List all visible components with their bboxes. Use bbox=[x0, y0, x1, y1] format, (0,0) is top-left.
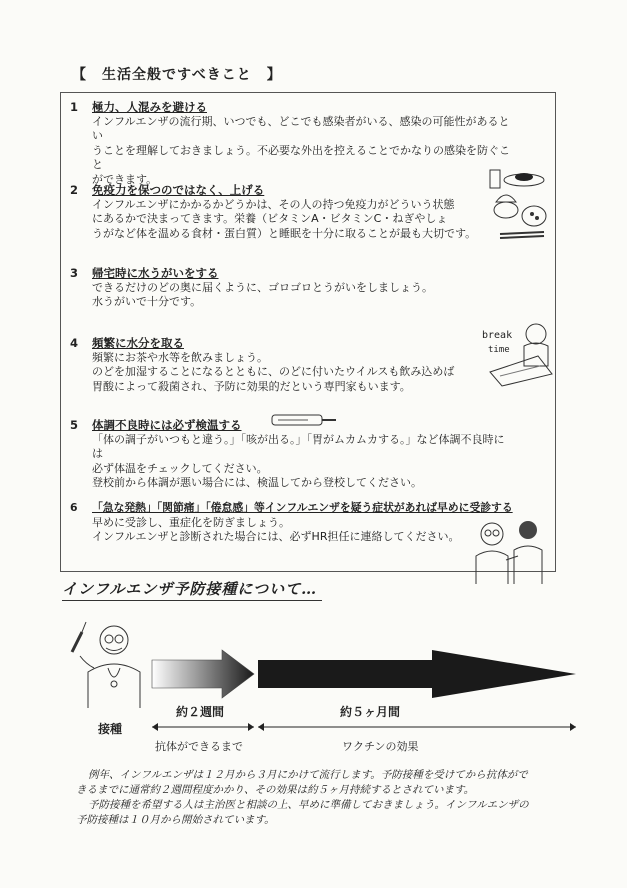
tip-line: インフルエンザにかかるかどうかは、その人の持つ免疫力がどういう状態 bbox=[92, 197, 455, 211]
meal-illustration bbox=[486, 166, 550, 246]
tip-number: 4 bbox=[70, 336, 79, 350]
tip-line: 頻繁にお茶や水等を飲みましょう。 bbox=[92, 350, 268, 364]
period-brackets bbox=[150, 720, 580, 734]
tip-line: うことを理解しておきましょう。不必要な外出を控えることでかなりの感染を防ぐこと bbox=[92, 143, 510, 171]
tip-line: 必ず体温をチェックしてください。 bbox=[92, 461, 268, 475]
thermometer-icon bbox=[268, 412, 338, 428]
tip-body bbox=[70, 351, 510, 395]
tip-line: インフルエンザと診断された場合には、必ずHR担任に連絡してください。 bbox=[92, 530, 460, 543]
tip-title: 帰宅時に水うがいをする bbox=[92, 266, 219, 280]
page-heading: 【 生活全般ですべきこと 】 bbox=[72, 67, 282, 83]
tip-item-2 bbox=[70, 183, 510, 241]
tip-title: 免疫力を保つのではなく、上げる bbox=[92, 183, 265, 197]
stage-vaccine-effect: ワクチンの効果 bbox=[342, 740, 419, 753]
break-label: break bbox=[482, 330, 513, 341]
effect-timeline-arrows bbox=[150, 648, 580, 700]
vaccine-notes bbox=[76, 768, 576, 828]
tip-line: のどを加湿することになるとともに、のどに付いたウイルスも飲み込めば bbox=[92, 365, 455, 378]
tip-line: 水うがいで十分です。 bbox=[92, 295, 202, 308]
tip-number: 5 bbox=[70, 418, 79, 432]
doctor-syringe-illustration bbox=[68, 612, 150, 710]
tip-title: 極力、人混みを避ける bbox=[92, 100, 207, 114]
tip-title: 体調不良時には必ず検温する bbox=[92, 418, 242, 432]
tip-line: ができます。 bbox=[92, 172, 158, 186]
tip-item-4 bbox=[70, 336, 510, 394]
tip-body bbox=[70, 281, 510, 310]
note-line: 例年、インフルエンザは１２月から３月にかけて流行します。予防接種を受けてから抗体がで bbox=[88, 769, 528, 781]
tip-body bbox=[70, 115, 510, 188]
break-time-illustration bbox=[480, 316, 556, 388]
vaccine-effect-arrow bbox=[258, 650, 576, 698]
tip-line: できるだけのどの奥に届くように、ゴロゴロとうがいをしましょう。 bbox=[92, 280, 433, 294]
tip-line: インフルエンザの流行期、いつでも、どこでも感染者がいる、感染の可能性があるとい bbox=[92, 114, 510, 142]
note-line: 予防接種は１０月から開始されています。 bbox=[76, 814, 275, 826]
tip-number: 6 bbox=[70, 501, 78, 514]
injection-label: 接種 bbox=[98, 722, 123, 736]
tip-line: にあるかで決まってきます。栄養（ビタミンA・ビタミンC・ねぎやしょ bbox=[92, 212, 448, 225]
antibody-arrow bbox=[152, 650, 254, 698]
tip-title: 頻繁に水分を取る bbox=[92, 336, 184, 350]
title-underline bbox=[62, 600, 322, 601]
tip-line: 「体の調子がいつもと違う。」「咳が出る。」「胃がムカムカする。」など体調不良時には bbox=[92, 432, 505, 460]
time-label: time bbox=[488, 345, 510, 355]
note-line: きるまでに通常約２週間程度かかり、その効果は約５ヶ月持続するとされています。 bbox=[76, 784, 475, 796]
tip-line: うがなど体を温める食材・蛋白質）と睡眠を十分に取ることが最も大切です。 bbox=[92, 226, 477, 240]
tip-body bbox=[70, 433, 510, 491]
tip-body bbox=[70, 198, 510, 242]
vaccine-section-title: インフルエンザ予防接種について… bbox=[62, 580, 318, 598]
stage-antibody: 抗体ができるまで bbox=[155, 740, 243, 753]
tip-number: 2 bbox=[70, 183, 79, 197]
tip-line: 早めに受診し、重症化を防ぎましょう。 bbox=[92, 515, 290, 529]
tip-line: 登校前から体調が悪い場合には、検温してから登校してください。 bbox=[92, 476, 422, 489]
period-two-weeks: 約２週間 bbox=[176, 705, 225, 719]
tip-line: 胃酸によって殺菌され、予防に効果的だという専門家もいます。 bbox=[92, 379, 411, 393]
tip-title: 「急な発熱」「関節痛」「倦怠感」等インフルエンザを疑う症状があれば早めに受診する bbox=[92, 501, 513, 514]
tip-item-1 bbox=[70, 100, 510, 187]
tip-item-3 bbox=[70, 266, 510, 310]
doctor-patient-illustration bbox=[466, 514, 550, 588]
period-five-months: 約５ヶ月間 bbox=[340, 705, 401, 719]
tip-number: 1 bbox=[70, 100, 79, 114]
tip-item-5 bbox=[70, 418, 510, 491]
tip-number: 3 bbox=[70, 266, 79, 280]
note-line: 予防接種を希望する人は主治医と相談の上、早めに準備しておきましょう。インフルエンザの bbox=[88, 799, 529, 811]
